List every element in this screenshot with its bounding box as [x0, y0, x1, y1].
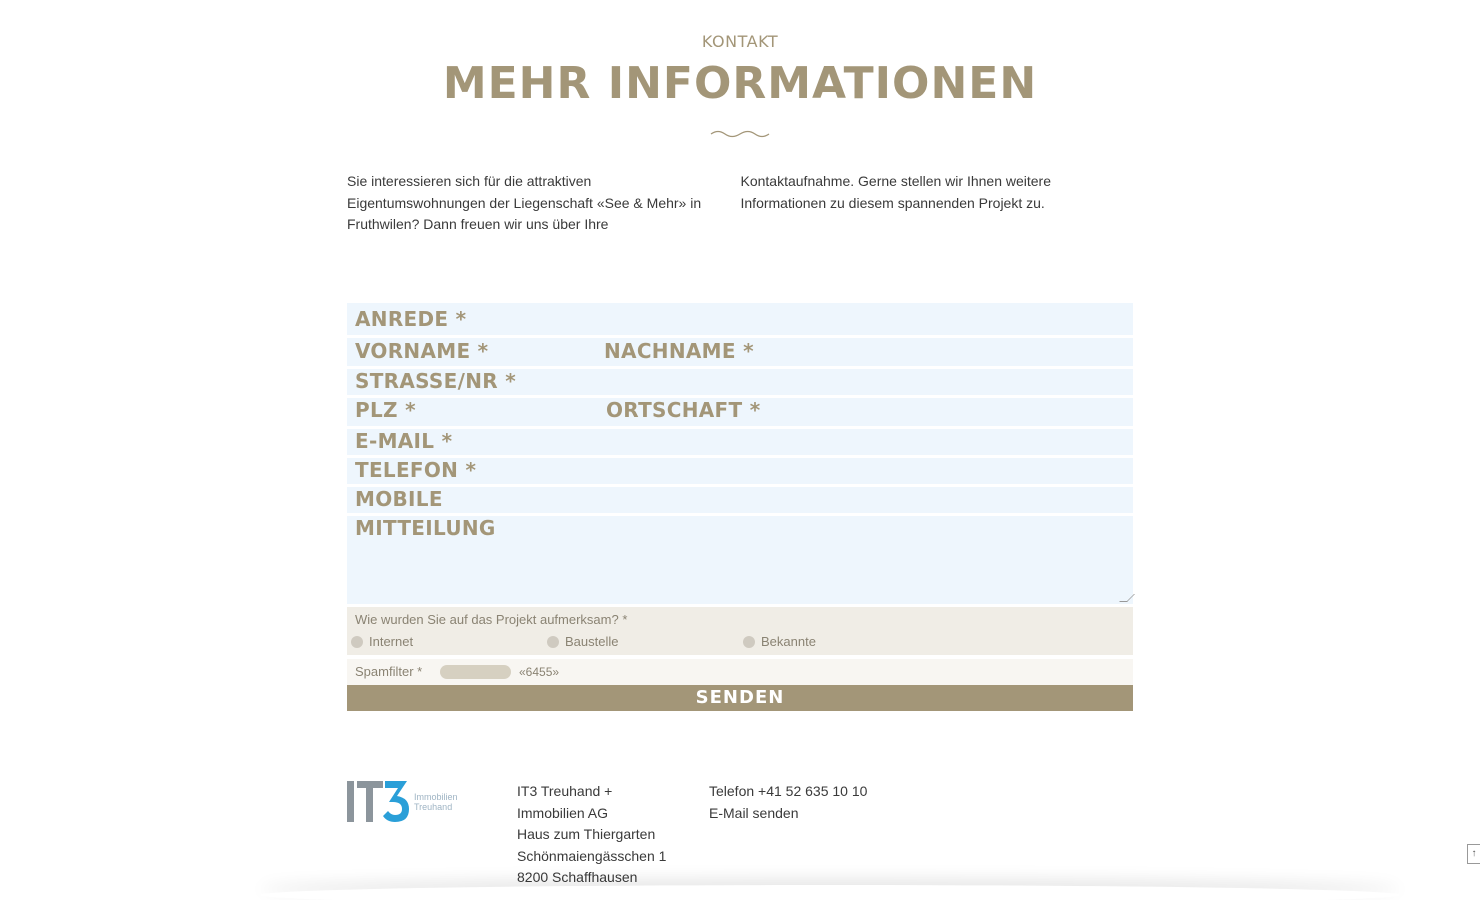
page-title: MEHR INFORMATIONEN — [442, 58, 1038, 109]
address-line: Immobilien AG — [517, 804, 609, 821]
email-placeholder: E-MAIL * — [355, 429, 453, 453]
mitteilung-placeholder: MITTEILUNG — [355, 516, 496, 540]
wave-divider-icon — [710, 128, 770, 140]
phone-number: Telefon +41 52 635 10 10 — [709, 783, 868, 799]
logo-subtitle-line1: Immobilien — [414, 792, 458, 802]
ortschaft-field[interactable]: ORTSCHAFT * — [606, 398, 761, 422]
strasse-field[interactable] — [347, 369, 1133, 395]
contact-form — [347, 303, 1133, 711]
anrede-placeholder: ANREDE * — [355, 307, 467, 331]
radio-baustelle[interactable] — [547, 634, 618, 649]
scroll-to-top-icon[interactable]: ↑ — [1467, 844, 1480, 864]
send-button[interactable]: SENDEN — [347, 685, 1133, 711]
logo-subtitle-line2: Treuhand — [414, 802, 453, 812]
plz-ort-row — [347, 398, 1133, 426]
radio-internet[interactable] — [351, 634, 413, 649]
plz-field[interactable]: PLZ * — [355, 398, 416, 422]
vorname-field[interactable]: VORNAME * — [355, 339, 489, 363]
radio-bekannte[interactable] — [743, 634, 816, 649]
strasse-placeholder: STRASSE/NR * — [355, 369, 516, 393]
bottom-shadow — [260, 885, 1400, 900]
spam-filter-row — [347, 659, 1133, 685]
logo-subtitle — [414, 792, 458, 812]
source-question-label: Wie wurden Sie auf das Projekt aufmerksam? * — [355, 612, 628, 627]
radio-circle-icon[interactable] — [743, 636, 755, 648]
address-line: Schönmaiengässchen 1 — [517, 847, 667, 864]
radio-bekannte-label: Bekannte — [761, 634, 816, 649]
resize-handle-icon[interactable] — [1119, 594, 1135, 602]
mitteilung-textarea[interactable] — [347, 516, 1133, 604]
spam-filter-input[interactable] — [440, 665, 511, 679]
email-field[interactable] — [347, 429, 1133, 455]
source-question — [347, 607, 1133, 655]
radio-circle-icon[interactable] — [351, 636, 363, 648]
spam-filter-label: Spamfilter * — [355, 664, 423, 679]
address-line: IT3 Treuhand + — [517, 783, 613, 799]
intro-text: Sie interessieren sich für die attraktiven Eigentumswohnungen der Liegenschaft «See & Mehr» in Fruthwilen? Dann freuen wir uns über Ihre Kontaktaufnahme. Gerne stellen wir Ihnen weitere Informationen zu diesem spannenden Projekt zu. — [347, 173, 1052, 232]
mobile-placeholder: MOBILE — [355, 487, 443, 511]
telefon-placeholder: TELEFON * — [355, 458, 477, 482]
anrede-field[interactable] — [347, 303, 1133, 335]
mobile-field[interactable] — [347, 487, 1133, 513]
address-line: Haus zum Thiergarten — [517, 826, 656, 842]
radio-baustelle-label: Baustelle — [565, 634, 619, 649]
section-eyebrow: KONTAKT — [701, 32, 779, 51]
address-line: 8200 Schaffhausen — [517, 869, 638, 885]
email-link[interactable]: E-Mail senden — [709, 804, 799, 821]
radio-circle-icon[interactable] — [547, 636, 559, 648]
footer-address — [517, 781, 666, 889]
radio-internet-label: Internet — [369, 634, 414, 649]
footer-contact — [709, 781, 867, 824]
telefon-field[interactable] — [347, 458, 1133, 484]
nachname-field[interactable]: NACHNAME * — [604, 339, 754, 363]
spam-filter-code: «6455» — [519, 665, 560, 679]
name-row — [347, 338, 1133, 366]
